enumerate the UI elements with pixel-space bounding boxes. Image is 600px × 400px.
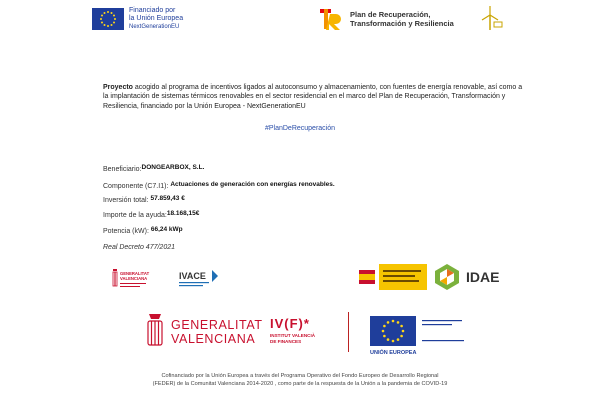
ivace-name: IVACE (179, 271, 206, 281)
potencia-row (103, 228, 183, 235)
hashtag-plan: #PlanDeRecuperación (264, 125, 336, 132)
real-decreto: Real Decreto 477/2021 (103, 244, 175, 251)
componente-value: Actuaciones de generación con energías renovables. (170, 181, 335, 188)
idae-mark-icon (432, 262, 462, 292)
componente-row (103, 183, 335, 190)
gva-big-logo (145, 312, 285, 352)
eu-flag-icon (92, 8, 124, 30)
ivf-line1: INSTITUT VALENCIÀ (270, 333, 316, 338)
inversion-row (103, 197, 185, 204)
prtr-tr-icon (318, 6, 344, 32)
ivf-line2: DE FINANCES (270, 339, 302, 344)
eu-top-line1: Financiado por (129, 7, 176, 14)
beneficiario-row (103, 166, 204, 173)
eu-top-line3: NextGenerationEU (129, 24, 180, 30)
inversion-value: 57.859,43 € (150, 195, 185, 202)
logo-divider (348, 312, 349, 352)
prtr-line1: Plan de Recuperación, (350, 10, 431, 19)
prtr-line2: Transformación y Resiliencia (350, 19, 454, 28)
project-bold-word: Proyecto (103, 84, 133, 91)
ivf-mark: IV(F)* (270, 316, 310, 331)
footer-note (0, 372, 600, 388)
windmill-icon (476, 5, 504, 31)
gva-crest-icon (145, 312, 165, 352)
footer-line1: Cofinanciado por la Unión Europea a través del Programa Operativo del Fondo Europeo de Desarrollo Regional (161, 373, 439, 379)
importe-label: Importe de la ayuda: (103, 212, 167, 219)
gva-small-line2: VALENCIANA (120, 276, 148, 281)
eu-nextgen-logo (92, 5, 200, 33)
ivf-logo (270, 316, 340, 350)
eu-top-line2: la Unión Europea (129, 15, 184, 22)
componente-label: Componente (C7.I1): (103, 183, 169, 190)
eu-big-name: UNIÓN EUROPEA (370, 350, 417, 356)
project-text: acogido al programa de incentivos ligados al autoconsumo y almacenamiento, con fuentes de energía renovable, así como a la implantación de sistemas térmicos renovables en el sector residencial en el marco del Plan de Recuperación, Transformación y Resiliencia, financiado por la Unión Europea - NextGenerationEU (103, 84, 523, 110)
potencia-value: 66,24 kWp (150, 226, 183, 233)
idae-logo (432, 262, 510, 292)
inversion-label: Inversión total: (103, 197, 149, 204)
project-description (103, 83, 523, 111)
importe-row (103, 212, 199, 219)
gobierno-espana-logo (355, 264, 427, 290)
beneficiario-label: Beneficiario: (103, 166, 142, 173)
gva-big-line2: VALENCIANA (171, 332, 256, 346)
gva-big-line1: GENERALITAT (171, 318, 263, 332)
idae-name: IDAE (466, 269, 500, 285)
gva-small-line1: GENERALITAT (120, 271, 150, 276)
importe-value: 18.168,15€ (166, 210, 200, 217)
potencia-label: Potencia (kW): (103, 228, 149, 235)
footer-line2: (FEDER) de la Comunitat Valenciana 2014-2020 , como parte de la respuesta de la Unión a la pandemia de COVID-19 (152, 381, 448, 387)
ivace-logo (178, 266, 226, 292)
beneficiario-value: DONGEARBOX, S.L. (141, 164, 205, 171)
gva-small-logo (112, 266, 156, 292)
eu-feder-logo (370, 316, 500, 356)
